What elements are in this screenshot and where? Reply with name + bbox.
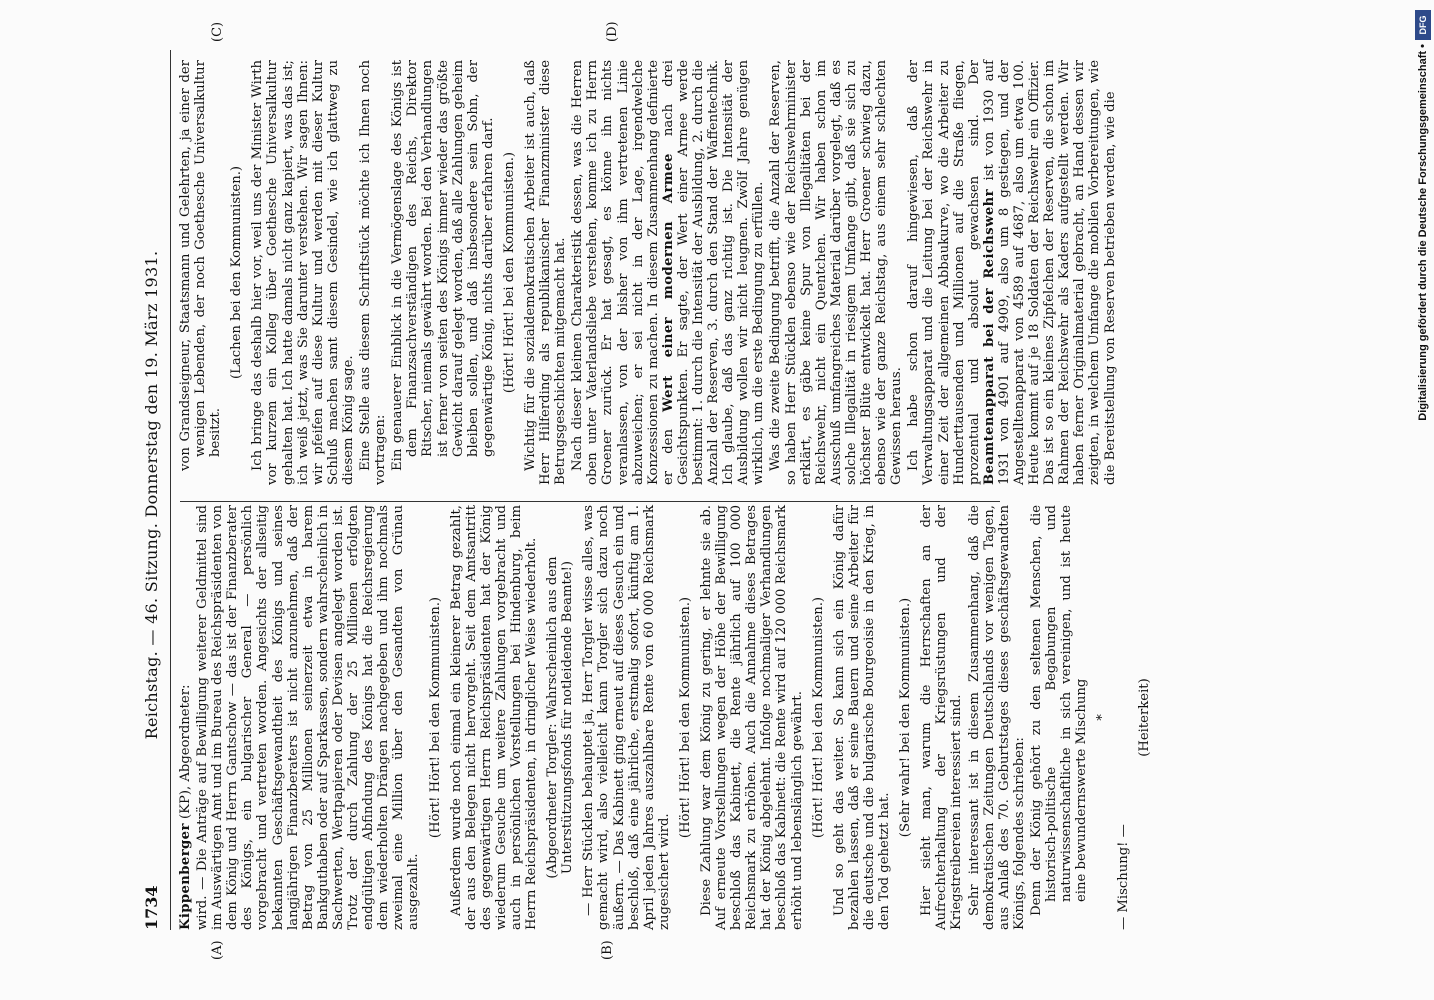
paragraph: Und so geht das weiter. So kann sich ein König dafür bezahlen lassen, daß er seine Bauern und seine Arbeiter für die deutsche und die bulgarische Bourgeoisie in den Krieg, in den Tod gehetzt hat. bbox=[831, 505, 893, 930]
paragraph-text: ist von 1930 auf 1931 von 4901 auf 4909, also um 8 gestiegen, und der Angestelltenapparat von 4589 auf 4687, also um etwa 100. Heute kommt auf je 18 Soldaten der Reichswehr ein Offizier. Das ist so ein kleines Zipfelchen der Reserven, die schon im Rahmen der Reichswehr als Kaders aufgestellt werden. Wir haben ferner Originalmaterial gebracht, an Hand dessen wir zeigten, in welchem Umfange die mobilen Vorbereitungen, wie die Bereitstellung von Reserven betrieben werden, wie die bbox=[981, 60, 1118, 485]
paragraph: Was die zweite Bedingung betrifft, die Anzahl der Reserven, so haben Herr Stücklen ebenso wie der Reichswehrminister erklärt, es gäbe keine Spur von Illegalitäten bei der Reichswehr, nicht ein Quentchen. Wir haben schon im Ausschuß umfangreiches Material darüber vorgelegt, daß es solche Illegalität in riesigem Umfange gibt, daß sie sich zu höchster Blüte entwickelt hat. Herr Groener schwieg dazu, ebenso wie der ganze Reichstag, aus einem sehr schlechten Gewissen heraus. bbox=[768, 60, 905, 485]
paragraph: Hier sieht man, warum die Herrschaften an der Aufrechterhaltung der Kriegsrüstungen und der Kriegstreibereien interessiert sind. bbox=[919, 505, 965, 930]
quotation: Denn der König gehört zu den seltenen Menschen, die historisch-politische Begabungen und naturwissenschaftliche in sich vereinigen, und ist heute eine bewundernswerte Mischung bbox=[1028, 505, 1090, 916]
paragraph: — Herr Stücklen behauptet ja, Herr Torgler wisse alles, was gemacht wird, also vielleicht kann Torgler sich dazu noch äußern. — Das Kabinett ging erneut auf dieses Gesuch ein und beschloß, daß eine jährliche, erstmalig sofort, künftig am 1. April jeden Jahres auszahlbare Rente von 60 000 Reichsmark zugesichert wird. bbox=[581, 505, 672, 930]
asterisk: * bbox=[1095, 714, 1111, 721]
stamp-text: Digitalisierung gefördert durch die Deutsche Forschungsgemeinschaft • bbox=[1417, 44, 1429, 421]
emphasis: Wert einer modernen Armee bbox=[660, 153, 676, 412]
margin-marker-a: (A) bbox=[210, 940, 225, 960]
right-column bbox=[178, 60, 1120, 485]
paragraph-text: Ich habe schon darauf hingewiesen, daß der Verwaltungsapparat und die Leitung bei der Reichswehr in einer Zeit der allgemeinen Abbaukurve, wo die Arbeiter zu Hunderttausenden und Millionen auf die Straße fliegen, prozentual und absolut gewachsen sind. Der bbox=[906, 60, 982, 485]
running-title: Reichstag. — 46. Sitzung. Donnerstag den 19. März 1931. bbox=[142, 250, 161, 740]
column-divider bbox=[180, 501, 1000, 502]
quotation: Ein genauerer Einblick in die Vermögenslage des Königs ist dem Finanzsachverständigen des Reichs, Direktor Ritscher, niemals gewährt worden. Bei den Verhandlungen ist ferner von seiten des Königs immer wieder das größte Gewicht darauf gelegt worden, daß alle Zahlungen geheim bleiben sollen, und daß insbesondere sein Sohn, der gegenwärtige König, nichts darüber erfahren darf. bbox=[390, 60, 496, 471]
paragraph: Eine Stelle aus diesem Schriftstück möchte ich Ihnen noch vortragen: bbox=[358, 60, 389, 485]
margin-marker-d: (D) bbox=[605, 21, 620, 42]
paragraph bbox=[906, 60, 1117, 485]
paragraph bbox=[570, 60, 766, 485]
page-number: 1734 bbox=[142, 885, 161, 930]
rotated-page-content bbox=[60, 0, 1420, 1000]
interjection: (Hört! Hört! bei den Kommunisten.) bbox=[677, 596, 693, 839]
speaker-name: Kippenberger bbox=[178, 823, 193, 930]
header-rule bbox=[170, 50, 171, 930]
interjection: (Sehr wahr! bei den Kommunisten.) bbox=[898, 597, 914, 838]
paragraph: Sehr interessant ist in diesem Zusammenhang, daß die demokratischen Zeitungen Deutschlands vor wenigen Tagen, aus Anlaß des 70. Geburtstages dieses geschäftsgewandten Königs, folgendes schrieben: bbox=[966, 505, 1027, 930]
interjection: (Hört! Hört! bei den Kommunisten.) bbox=[501, 151, 517, 394]
dfg-stamp bbox=[1413, 10, 1433, 990]
paragraph: Diese Zahlung war dem König zu gering, er lehnte sie ab. Auf erneute Vorstellungen wegen der Höhe der Bewilligung beschloß das Kabinett, die Rente jährlich auf 100 000 Reichsmark zu erhöhen. Auch die Annahme dieses Betrages hat der König abgelehnt. Infolge nochmaliger Verhandlungen beschloß das Kabinett: die Rente wird auf 120 000 Reichsmark erhöht und lebenslänglich gewährt. bbox=[699, 505, 805, 930]
dfg-logo: DFG bbox=[1415, 10, 1431, 40]
margin-marker-c: (C) bbox=[210, 21, 225, 42]
interjection: (Hört! Hört! bei den Kommunisten.) bbox=[810, 596, 826, 839]
paragraph: — Mischung! — bbox=[1116, 824, 1132, 930]
paragraph: wird. — Die Anträge auf Bewilligung weiterer Geldmittel sind im Auswärtigen Amt und im Bureau des Reichspräsidenten von dem König und Herrn Gantschow — das ist der Finanzberater des Königs, ein bulgarischer General — persönlich vorgebracht und vertreten worden. Angesichts der allseitig bekannten Geschäftsgewandtheit des Königs und seines langjährigen Finanzberaters ist nicht anzunehmen, daß der Betrag von 25 Millionen seinerzeit etwa in barem Bankguthaben oder auf Sparkassen, sondern wahrscheinlich in Sachwerten, Wertpapieren oder Devisen angelegt worden ist. Trotz der durch Zahlung der 25 Millionen erfolgten endgültigen Abfindung des Königs hat die Reichsregierung dem wiederholten Drängen nachgegeben und ihm nochmals zweimal eine Million über den Gesandten von Grünau ausgezahlt. bbox=[195, 505, 422, 930]
speaker-line bbox=[178, 505, 193, 930]
quotation: von Grandseigneur, Staatsmann und Gelehrten, ja einer der wenigen Lebenden, der noch Goethesche Universalkultur besitzt. bbox=[178, 60, 224, 471]
interjection: (Lachen bei den Kommunisten.) bbox=[229, 165, 245, 380]
interjection: (Heiterkeit) bbox=[1137, 678, 1153, 757]
paragraph-text: Nach dieser kleinen Charakteristik dessen, was die Herren oben unter Vaterlandsliebe verstehen, komme ich zu Herrn Groener zurück. Er hat gesagt, es könne ihn nichts veranlassen, von der bisher von ihm vertretenen Linie abzuweichen; er sei nicht in der Lage, irgendwelche Konzessionen zu machen. In diesem Zusammenhang definierte er den bbox=[570, 60, 676, 485]
page-header bbox=[142, 60, 172, 930]
speaker-party: (KP), Abgeordneter: bbox=[178, 684, 193, 824]
paragraph-text: nach drei Gesichtspunkten. Er sagte, der Wert einer Armee werde bestimmt: 1. durch die Intensität der Ausbildung, 2. durch die Anzahl der Reserven, 3. durch den Stand der Waffentechnik. Ich glaube, daß das ganz richtig ist. Die Intensität der Ausbildung wollen wir nicht leugnen. Zwölf Jahre genügen wirklich, um die erste Bedingung zu erfüllen. bbox=[660, 60, 767, 485]
left-column bbox=[178, 505, 1159, 930]
interjection: (Hört! Hört! bei den Kommunisten.) bbox=[427, 596, 443, 839]
emphasis: Beamtenapparat bei der Reichswehr bbox=[981, 189, 997, 485]
margin-marker-b: (B) bbox=[600, 940, 615, 960]
paragraph: Außerdem wurde noch einmal ein kleinerer Betrag gezahlt, der aus den Belegen nicht hervorgeht. Seit dem Amtsantritt des gegenwärtigen Herrn Reichspräsidenten hat der König wiederum Gesuche um weitere Zahlungen vorgebracht und auch in persönlichen Vorstellungen bei Hindenburg, beim Herrn Reichspräsidenten, in dringlicher Weise wiederholt. bbox=[448, 505, 540, 930]
paragraph: Ich bringe das deshalb hier vor, weil uns der Minister Wirth vor kurzem ein Kolleg über Goethesche Universalkultur gehalten hat. Ich hatte damals nicht ganz kapiert, was das ist; ich weiß jetzt, was Sie darunter verstehen. Wir sagen Ihnen: wir pfeifen auf diese Kultur und werden mit dieser Kultur Schluß machen samt diesem Gesindel, wie ich glattweg zu diesem König sage. bbox=[250, 60, 356, 485]
paragraph: Wichtig für die sozialdemokratischen Arbeiter ist auch, daß Herr Hilferding als republikanischer Finanzminister diese Betrugsgeschichten mitgemacht hat. bbox=[522, 60, 569, 485]
interjection: (Abgeordneter Torgler: Wahrscheinlich aus dem Unterstützungsfonds für notleidende Beamte!) bbox=[545, 556, 576, 879]
